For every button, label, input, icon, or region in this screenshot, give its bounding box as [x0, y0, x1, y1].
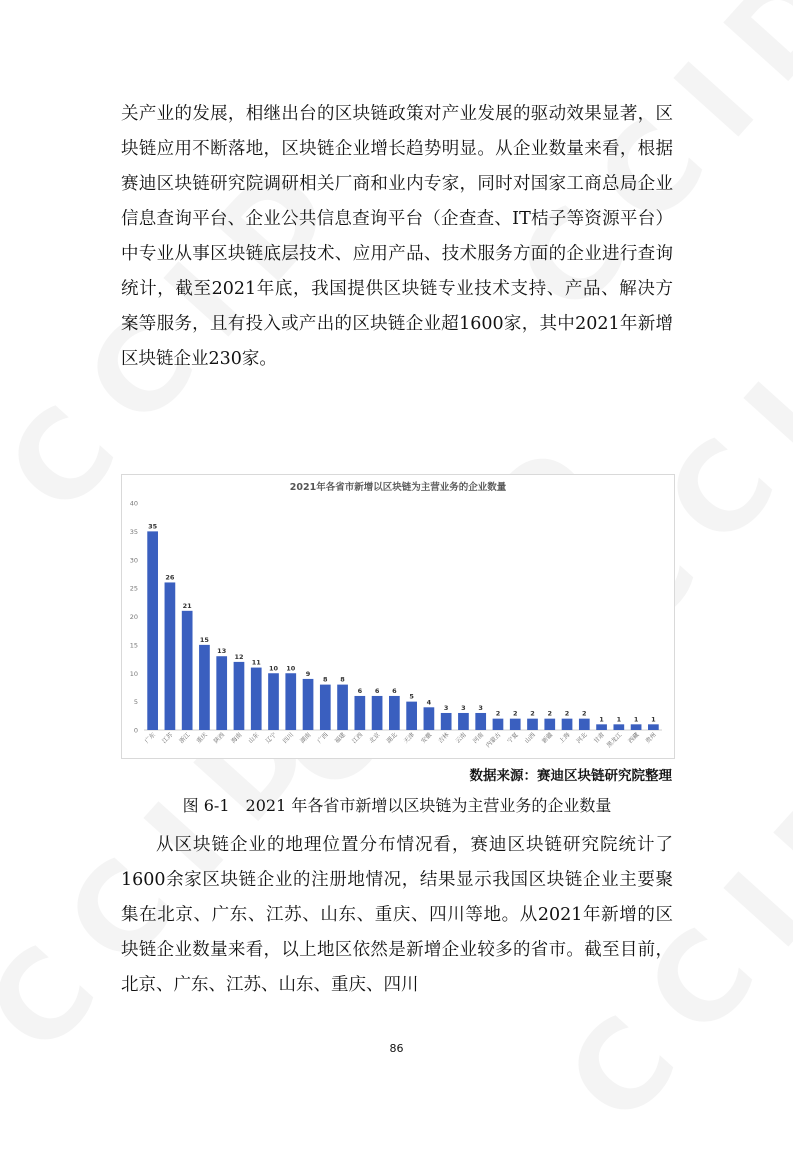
bar: [199, 645, 210, 730]
category-label: 新疆: [540, 731, 555, 745]
data-label: 1: [633, 715, 639, 724]
y-tick-label: 15: [129, 641, 138, 650]
data-label: 13: [217, 647, 227, 656]
bar: [147, 531, 158, 730]
category-label: 辽宁: [264, 731, 278, 745]
y-tick-label: 30: [129, 556, 138, 565]
category-label: 陕西: [212, 731, 227, 745]
category-label: 云南: [454, 731, 468, 745]
category-label: 四川: [281, 731, 296, 745]
data-label: 2: [530, 709, 535, 718]
category-label: 贵州: [644, 731, 658, 745]
data-label: 2: [495, 709, 501, 718]
bar: [424, 707, 435, 730]
body-paragraph-1: 关产业的发展，相继出台的区块链政策对产业发展的驱动效果显著，区块链应用不断落地，区块链企业增长趋势明显。从企业数量来看，根据赛迪区块链研究院调研相关厂商和业内专家，同时对国家工商总局企业信息查询平台、企业公共信息查询平台（企查查、IT桔子等资源平台）中专业从事区块链底层技术、应用产品、技术服务方面的企业进行查询统计，截至2021年底，我国提供区块链专业技术支持、产品、解决方案等服务，且有投入或产出的区块链企业超1600家，其中2021年新增区块链企业230家。: [121, 104, 673, 369]
category-label: 重庆: [195, 731, 209, 745]
data-label: 4: [426, 698, 432, 707]
bar: [596, 724, 607, 730]
category-label: 海南: [229, 731, 244, 745]
bar: [579, 719, 590, 730]
page-number: 86: [389, 1042, 404, 1055]
data-label: 21: [182, 601, 192, 610]
category-label: 河北: [575, 731, 589, 745]
y-tick-label: 20: [129, 613, 138, 621]
data-label: 11: [251, 658, 261, 667]
bar-chart: [121, 474, 675, 759]
bar: [372, 696, 383, 730]
bar: [389, 696, 400, 730]
bar: [320, 685, 331, 730]
category-label: 吉林: [437, 731, 451, 745]
y-tick-label: 40: [129, 499, 138, 508]
bar: [354, 696, 365, 730]
category-label: 黑龙江: [605, 731, 624, 750]
bar: [165, 582, 176, 730]
data-label: 2: [512, 709, 518, 718]
data-label: 35: [148, 522, 158, 531]
y-tick-label: 35: [129, 527, 138, 536]
data-label: 6: [357, 686, 363, 695]
bar: [613, 724, 624, 730]
category-label: 江西: [350, 731, 365, 745]
bar-chart-svg: [122, 475, 674, 758]
category-label: 上海: [558, 731, 572, 745]
data-label: 10: [286, 664, 296, 673]
data-label: 2: [564, 709, 570, 718]
category-label: 山东: [247, 731, 261, 745]
bar: [475, 713, 486, 730]
bar: [493, 719, 504, 730]
data-label: 1: [616, 715, 622, 724]
category-label: 甘肃: [592, 731, 606, 745]
category-label: 广西: [316, 731, 330, 745]
data-label: 8: [340, 675, 345, 684]
y-tick-label: 25: [129, 584, 138, 593]
bar: [268, 673, 279, 730]
data-label: 6: [392, 686, 397, 695]
data-label: 1: [651, 715, 656, 724]
bar: [544, 719, 555, 730]
data-label: 26: [165, 573, 175, 582]
bar: [216, 656, 227, 730]
y-tick-label: 10: [129, 669, 138, 678]
bar: [234, 662, 245, 730]
data-label: 3: [461, 703, 466, 712]
category-label: 北京: [368, 731, 382, 745]
category-label: 安徽: [419, 731, 434, 745]
bar: [285, 673, 296, 730]
bar: [406, 702, 417, 730]
body-paragraph-2: 从区块链企业的地理位置分布情况看，赛迪区块链研究院统计了1600余家区块链企业的注册地情况，结果显示我国区块链企业主要聚集在北京、广东、江苏、山东、重庆、四川等地。从2021年新增的区块链企业数量来看，以上地区依然是新增企业较多的省市。截至目前，北京、广东、江苏、山东、重庆、四川: [121, 835, 673, 995]
category-label: 湖南: [299, 731, 313, 745]
bar: [441, 713, 452, 730]
bar: [251, 668, 262, 730]
data-label: 15: [199, 635, 209, 644]
data-source-note: 数据来源：赛迪区块链研究院整理: [469, 768, 672, 784]
category-label: 福建: [333, 731, 347, 745]
category-label: 江苏: [160, 731, 175, 745]
bar: [337, 685, 348, 730]
data-label: 5: [409, 692, 414, 701]
data-label: 8: [323, 675, 328, 684]
category-label: 河南: [471, 731, 486, 745]
data-label: 10: [268, 664, 279, 673]
data-label: 12: [234, 652, 244, 661]
category-label: 山西: [523, 731, 537, 745]
data-label: 1: [599, 715, 604, 724]
category-label: 西藏: [627, 731, 641, 745]
chart-title: 2021年各省市新增以区块链为主营业务的企业数量: [289, 482, 507, 493]
data-label: 3: [478, 703, 483, 712]
data-label: 6: [374, 686, 380, 695]
bar: [631, 724, 642, 730]
bar: [510, 719, 521, 730]
bar: [562, 719, 573, 730]
category-label: 广东: [143, 731, 158, 745]
category-label: 内蒙古: [484, 731, 503, 750]
category-label: 湖北: [385, 731, 399, 745]
data-label: 3: [443, 703, 449, 712]
data-label: 9: [305, 669, 311, 678]
data-label: 2: [582, 709, 587, 718]
figure-caption: 图 6-1 2021 年各省市新增以区块链为主营业务的企业数量: [182, 796, 612, 815]
bar: [303, 679, 314, 730]
data-label: 2: [547, 709, 553, 718]
bar: [182, 611, 193, 730]
category-label: 天津: [402, 731, 417, 745]
y-tick-label: 5: [133, 698, 138, 707]
bar: [458, 713, 469, 730]
category-label: 宁夏: [506, 731, 520, 745]
bar: [648, 724, 659, 730]
y-tick-label: 0: [133, 726, 138, 735]
bar: [527, 719, 538, 730]
category-label: 浙江: [178, 731, 192, 745]
